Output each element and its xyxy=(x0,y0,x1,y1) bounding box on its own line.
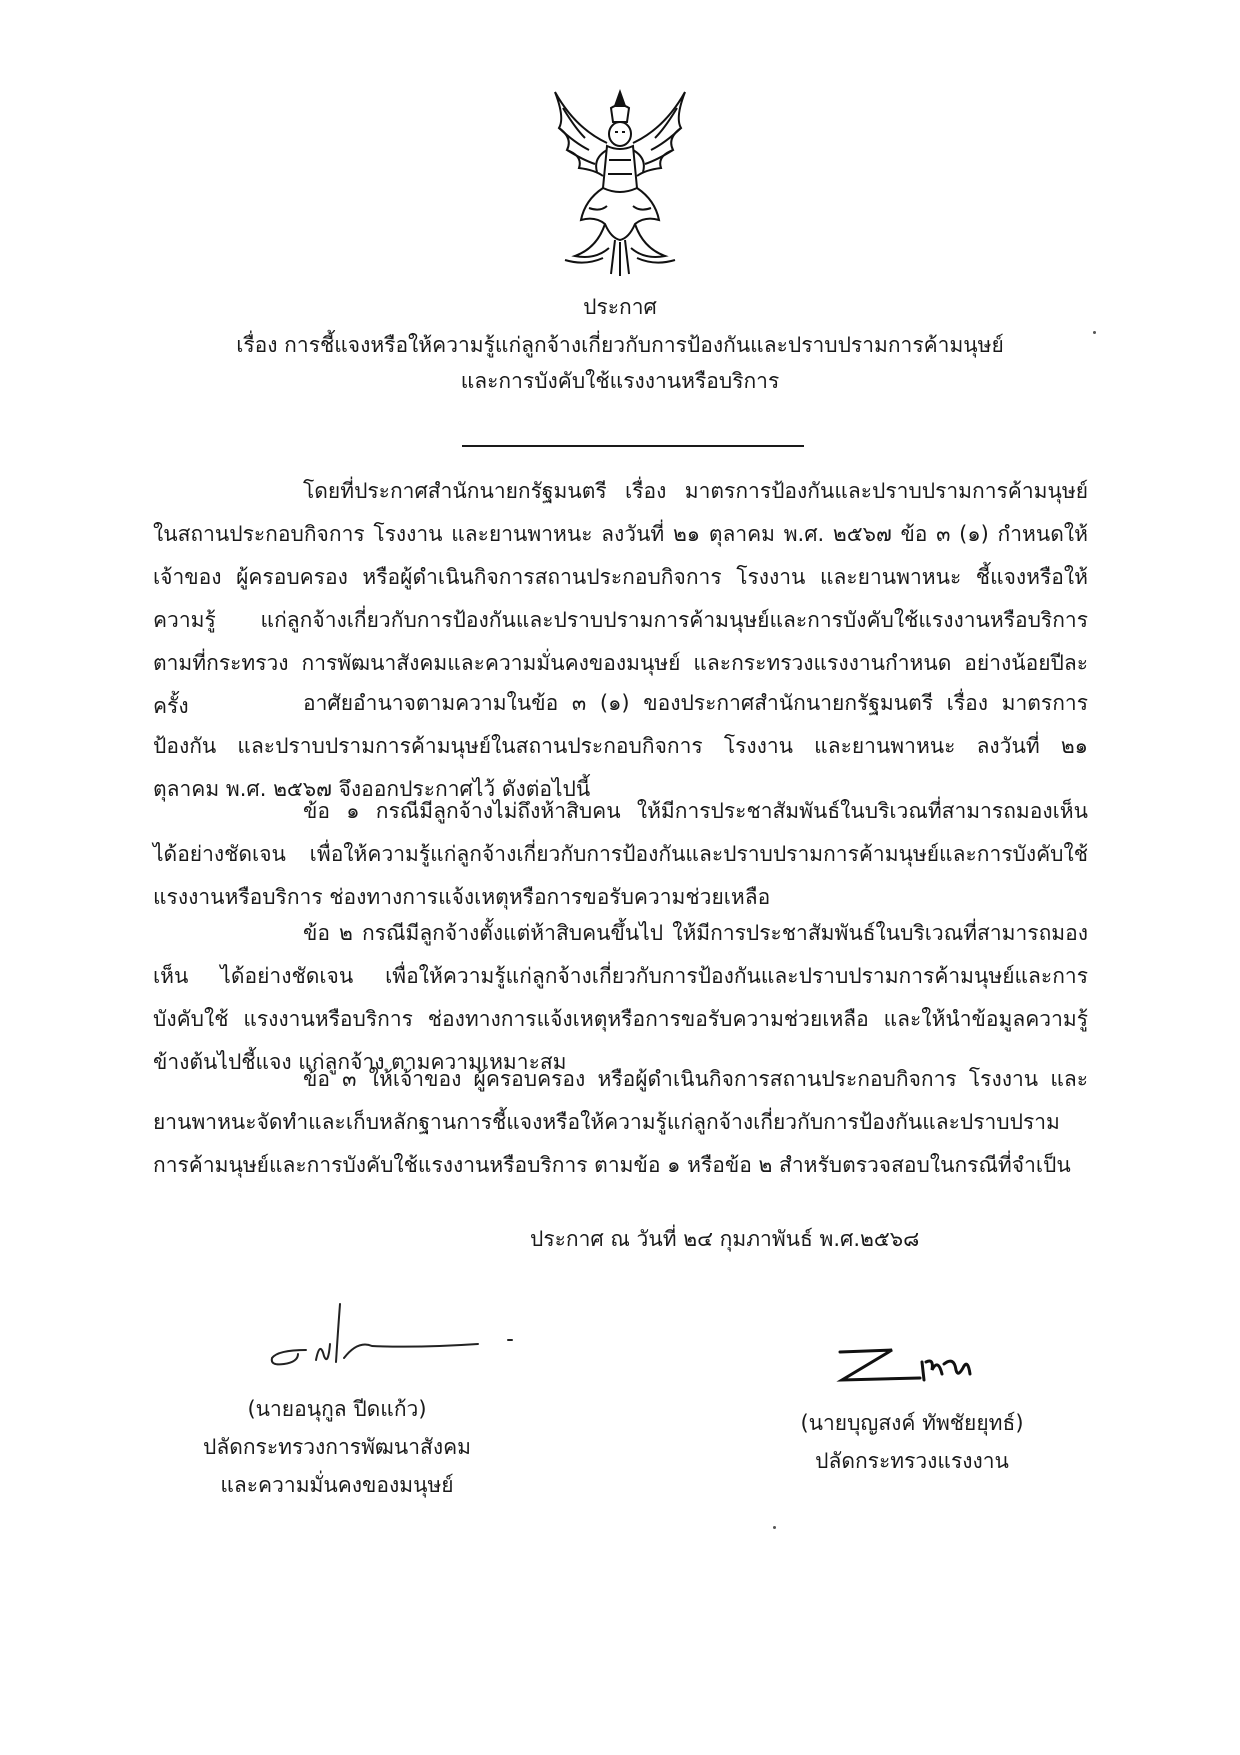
signer-right-title-1: ปลัดกระทรวงแรงงาน xyxy=(815,1449,1009,1473)
subject-line-2: และการบังคับใช้แรงงานหรือบริการ xyxy=(460,369,780,393)
paragraph-clause-1: ข้อ ๑ กรณีมีลูกจ้างไม่ถึงห้าสิบคน ให้มีการประชาสัมพันธ์ในบริเวณที่สามารถมองเห็น ได้อย่างชัดเจน เพื่อให้ความรู้แก่ลูกจ้างเกี่ยวกับการป้องกันและปราบปรามการค้ามนุษย์และการบังคับใช้ แรงงานหรือบริการ ช่องทางการแจ้งเหตุหรือการขอรับความช่วยเหลือ xyxy=(153,799,1088,909)
paragraph-clause-2: ข้อ ๒ กรณีมีลูกจ้างตั้งแต่ห้าสิบคนขึ้นไป ให้มีการประชาสัมพันธ์ในบริเวณที่สามารถมองเห็น ได้อย่างชัดเจน เพื่อให้ความรู้แก่ลูกจ้างเกี่ยวกับการป้องกันและปราบปรามการค้ามนุษย์และการบังคับใช้ แรงงานหรือบริการ ช่องทางการแจ้งเหตุหรือการขอรับความช่วยเหลือ และให้นำข้อมูลความรู้ข้างต้นไปชี้แจง แก่ลูกจ้าง ตามความเหมาะสม xyxy=(153,921,1088,1074)
paragraph-preamble: โดยที่ประกาศสำนักนายกรัฐมนตรี เรื่อง มาตรการป้องกันและปราบปรามการค้ามนุษย์ ในสถานประกอบกิจการ โรงงาน และยานพาหนะ ลงวันที่ ๒๑ ตุลาคม พ.ศ. ๒๕๖๗ ข้อ ๓ (๑) กำหนดให้ เจ้าของ ผู้ครอบครอง หรือผู้ดำเนินกิจการสถานประกอบกิจการ โรงงาน และยานพาหนะ ชี้แจงหรือให้ความรู้ แก่ลูกจ้างเกี่ยวกับการป้องกันและปราบปรามการค้ามนุษย์และการบังคับใช้แรงงานหรือบริการ ตามที่กระทรวง การพัฒนาสังคมและความมั่นคงของมนุษย์ และกระทรวงแรงงานกำหนด อย่างน้อยปีละครั้ง xyxy=(153,479,1088,718)
scan-speck xyxy=(773,1526,776,1529)
title-divider xyxy=(462,445,804,447)
paragraph-clause-3: ข้อ ๓ ให้เจ้าของ ผู้ครอบครอง หรือผู้ดำเนินกิจการสถานประกอบกิจการ โรงงาน และยานพาหนะจัดทำและเก็บหลักฐานการชี้แจงหรือให้ความรู้แก่ลูกจ้างเกี่ยวกับการป้องกันและปราบปราม การค้ามนุษย์และการบังคับใช้แรงงานหรือบริการ ตามข้อ ๑ หรือข้อ ๒ สำหรับตรวจสอบในกรณีที่จำเป็น xyxy=(153,1067,1088,1177)
signer-left-title-1: ปลัดกระทรวงการพัฒนาสังคม xyxy=(203,1435,471,1459)
subject-line-1: เรื่อง การชี้แจงหรือให้ความรู้แก่ลูกจ้างเกี่ยวกับการป้องกันและปราบปรามการค้ามนุษย์ xyxy=(236,333,1004,357)
signer-left-name: (นายอนุกูล ปีดแก้ว) xyxy=(247,1397,427,1421)
signer-left xyxy=(157,1390,517,1504)
paragraph-authority: อาศัยอำนาจตามความในข้อ ๓ (๑) ของประกาศสำนักนายกรัฐมนตรี เรื่อง มาตรการป้องกัน และปราบปรามการค้ามนุษย์ในสถานประกอบกิจการ โรงงาน และยานพาหนะ ลงวันที่ ๒๑ ตุลาคม พ.ศ. ๒๕๖๗ จึงออกประกาศไว้ ดังต่อไปนี้ xyxy=(153,691,1088,801)
garuda-emblem-icon xyxy=(545,88,695,278)
signature-right xyxy=(830,1340,1000,1390)
document-title: ประกาศ xyxy=(583,295,657,319)
signer-right-name: (นายบุญสงค์ ทัพชัยยุทธ์) xyxy=(800,1411,1024,1435)
announcement-date: ประกาศ ณ วันที่ ๒๔ กุมภาพันธ์ พ.ศ.๒๕๖๘ xyxy=(530,1227,920,1251)
signature-left xyxy=(258,1300,528,1380)
signer-left-title-2: และความมั่นคงของมนุษย์ xyxy=(220,1473,454,1497)
scan-speck xyxy=(1093,331,1096,334)
signer-right xyxy=(732,1404,1092,1480)
